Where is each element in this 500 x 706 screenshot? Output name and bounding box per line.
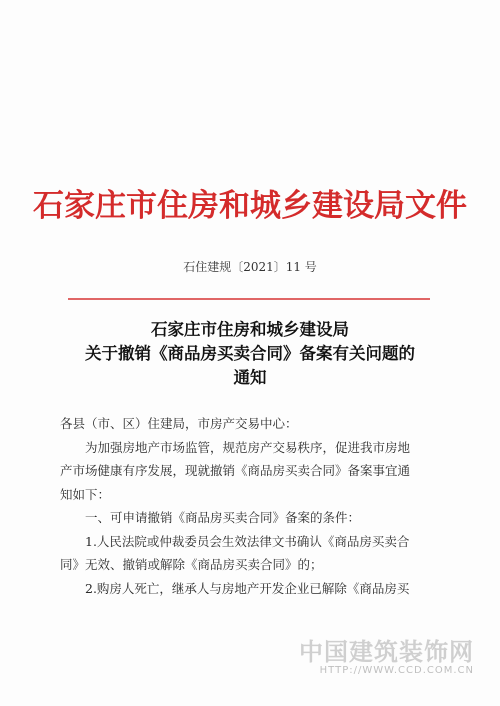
salutation: 各县（市、区）住建局，市房产交易中心： <box>60 416 298 431</box>
item-2-line-1: 2.购房人死亡，继承人与房地产开发企业已解除《商品房买 <box>85 580 410 596</box>
issuer-header-title: 石家庄市住房和城乡建设局文件 <box>33 188 467 224</box>
item-1-line-1: 1.人民法院或仲裁委员会生效法律文书确认《商品房买卖合 <box>85 533 410 549</box>
paragraph-1-line-2: 产市场健康有序发展，现就撤销《商品房买卖合同》备案事宜通 <box>60 463 411 478</box>
notice-title <box>0 318 500 390</box>
document-number: 石住建规〔2021〕11 号 <box>183 260 317 274</box>
site-watermark <box>299 632 474 676</box>
notice-body <box>60 412 450 600</box>
section-1-heading: 一、可申请撤销《商品房买卖合同》备案的条件： <box>85 510 361 525</box>
item-1-line-2: 同》无效、撤销或解除《商品房买卖合同》的； <box>60 557 323 572</box>
watermark-url: HTTP://WWW.CCD.COM.CN <box>319 665 474 676</box>
paragraph-1-line-3: 知如下： <box>60 486 111 502</box>
notice-title-line-2: 关于撤销《商品房买卖合同》备案有关问题的 <box>85 344 415 363</box>
red-divider-line <box>68 298 430 300</box>
notice-title-line-1: 石家庄市住房和城乡建设局 <box>151 320 349 339</box>
notice-title-line-3: 通知 <box>233 368 267 387</box>
watermark-name: 中国建筑装饰网 <box>299 638 474 666</box>
paragraph-1-line-1: 为加强房地产市场监管，规范房产交易秩序，促进我市房地 <box>85 439 411 455</box>
